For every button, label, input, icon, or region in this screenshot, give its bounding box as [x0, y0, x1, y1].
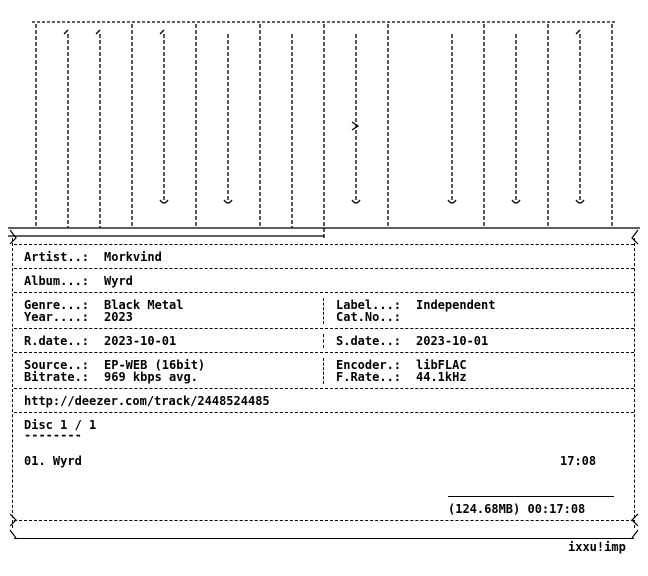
frate-label: F.Rate..:: [336, 370, 402, 384]
label-label: Label...:: [336, 298, 402, 312]
sdate-value: 2023-10-01: [416, 334, 489, 348]
sdate-label: S.date..:: [336, 334, 402, 348]
disc-title: Disc 1 / 1: [24, 418, 97, 432]
track-name: 01. Wyrd: [24, 454, 82, 468]
genre-label: Genre...:: [24, 298, 90, 312]
total-size-duration: (124.68MB) 00:17:08: [448, 502, 586, 516]
label-value: Independent: [416, 298, 496, 312]
disc-underline: --------: [24, 428, 82, 442]
source-value: EP-WEB (16bit): [104, 358, 206, 372]
album-label: Album...:: [24, 274, 90, 288]
album-value: Wyrd: [104, 274, 133, 288]
artist-label: Artist..:: [24, 250, 90, 264]
encoder-label: Encoder.:: [336, 358, 402, 372]
year-value: 2023: [104, 310, 133, 324]
encoder-value: libFLAC: [416, 358, 467, 372]
year-label: Year....:: [24, 310, 90, 324]
frate-value: 44.1kHz: [416, 370, 467, 384]
track-time: 17:08: [560, 454, 597, 468]
rdate-value: 2023-10-01: [104, 334, 177, 348]
bitrate-value: 969 kbps avg.: [104, 370, 198, 384]
genre-value: Black Metal: [104, 298, 184, 312]
artist-value: Morkvind: [104, 250, 162, 264]
catno-label: Cat.No..:: [336, 310, 402, 324]
nfo-credit: ixxu!imp: [568, 540, 626, 554]
bitrate-label: Bitrate.:: [24, 370, 90, 384]
source-url: http://deezer.com/track/2448524485: [24, 394, 270, 408]
rdate-label: R.date..:: [24, 334, 90, 348]
source-label: Source..:: [24, 358, 90, 372]
